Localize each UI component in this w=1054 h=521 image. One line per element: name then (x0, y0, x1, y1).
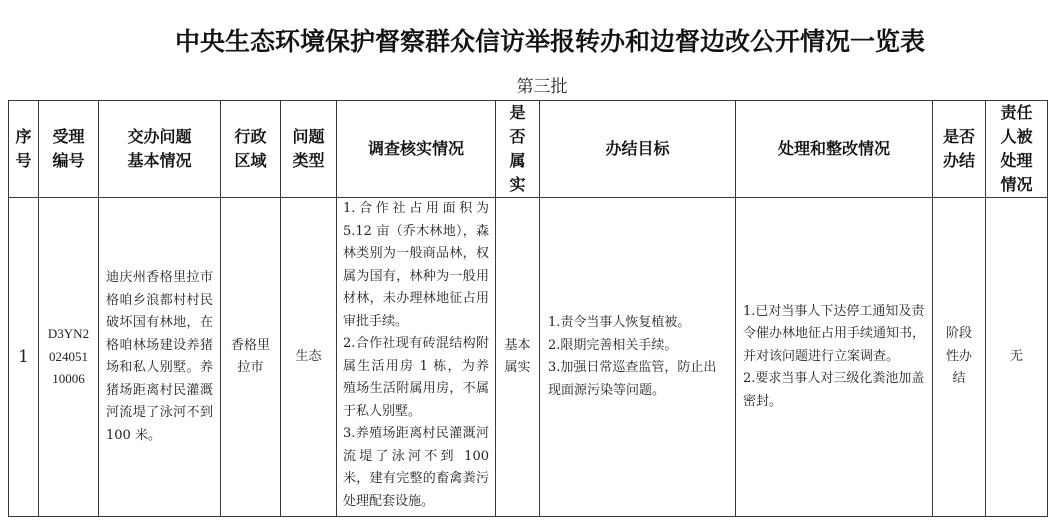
cell-handling (736, 198, 933, 517)
cell-region: 香格里拉市 (221, 198, 281, 517)
header-verified: 是否属实 (496, 101, 540, 198)
cell-accountability: 无 (986, 198, 1048, 517)
investigation-item: 1.合作社占用面积为 5.12 亩（乔木林地），森林类别为一般商品林，权属为国有，林种为一般用材林，未办理林地征占用审批手续。 (343, 201, 489, 329)
document-title: 中央生态环境保护督察群众信访举报转办和边督边改公开情况一览表 (174, 27, 925, 56)
investigation-item: 2.合作社现有砖混结构附属生活用房 1 栋，为养殖场生活附属用房，不属于私人别墅。 (343, 336, 489, 419)
header-accountability: 责任人被处理情况 (986, 101, 1048, 198)
goal-item: 2.限期完善相关手续。 (548, 337, 678, 353)
header-region: 行政区域 (221, 101, 281, 198)
table-row (9, 198, 1048, 517)
header-row (9, 101, 1048, 198)
header-type: 问题类型 (281, 101, 337, 198)
header-seq: 序号 (9, 101, 39, 198)
cell-goal (540, 198, 736, 517)
cell-type: 生态 (281, 198, 337, 517)
cell-issue: 迪庆州香格里拉市格咱乡浪都村村民破坏国有林地，在格咱林场建设养猪场和私人别墅。养猪场距离村民灌溉河流堤了泳河不到 100 米。 (99, 198, 221, 517)
handling-item: 1.已对当事人下达停工通知及责令催办林地征占用手续通知书，并对该问题进行立案调查。 (743, 303, 926, 364)
cell-seq: 1 (9, 198, 39, 517)
cell-closed: 阶段性办结 (933, 198, 986, 517)
header-investigation: 调查核实情况 (337, 101, 496, 198)
goal-item: 3.加强日常巡查监管，防止出现面源污染等问题。 (548, 360, 717, 398)
header-issue: 交办问题基本情况 (99, 101, 221, 198)
batch-label: 第三批 (516, 77, 568, 97)
cell-case-no: D3YN2 024051 10006 (39, 198, 99, 517)
investigation-item: 3.养殖场距离村民灌溉河流堤了泳河不到 100 米，建有完整的畜禽粪污处理配套设施。 (343, 426, 489, 509)
header-case-no: 受理编号 (39, 101, 99, 198)
header-closed: 是否办结 (933, 101, 986, 198)
goal-item: 1.责令当事人恢复植被。 (548, 315, 691, 330)
handling-item: 2.要求当事人对三级化粪池加盖密封。 (743, 371, 925, 409)
header-goal: 办结目标 (540, 101, 736, 198)
public-disclosure-table (8, 100, 1048, 517)
header-handling: 处理和整改情况 (736, 101, 933, 198)
cell-verified: 基本属实 (496, 198, 540, 517)
cell-investigation (337, 198, 496, 517)
